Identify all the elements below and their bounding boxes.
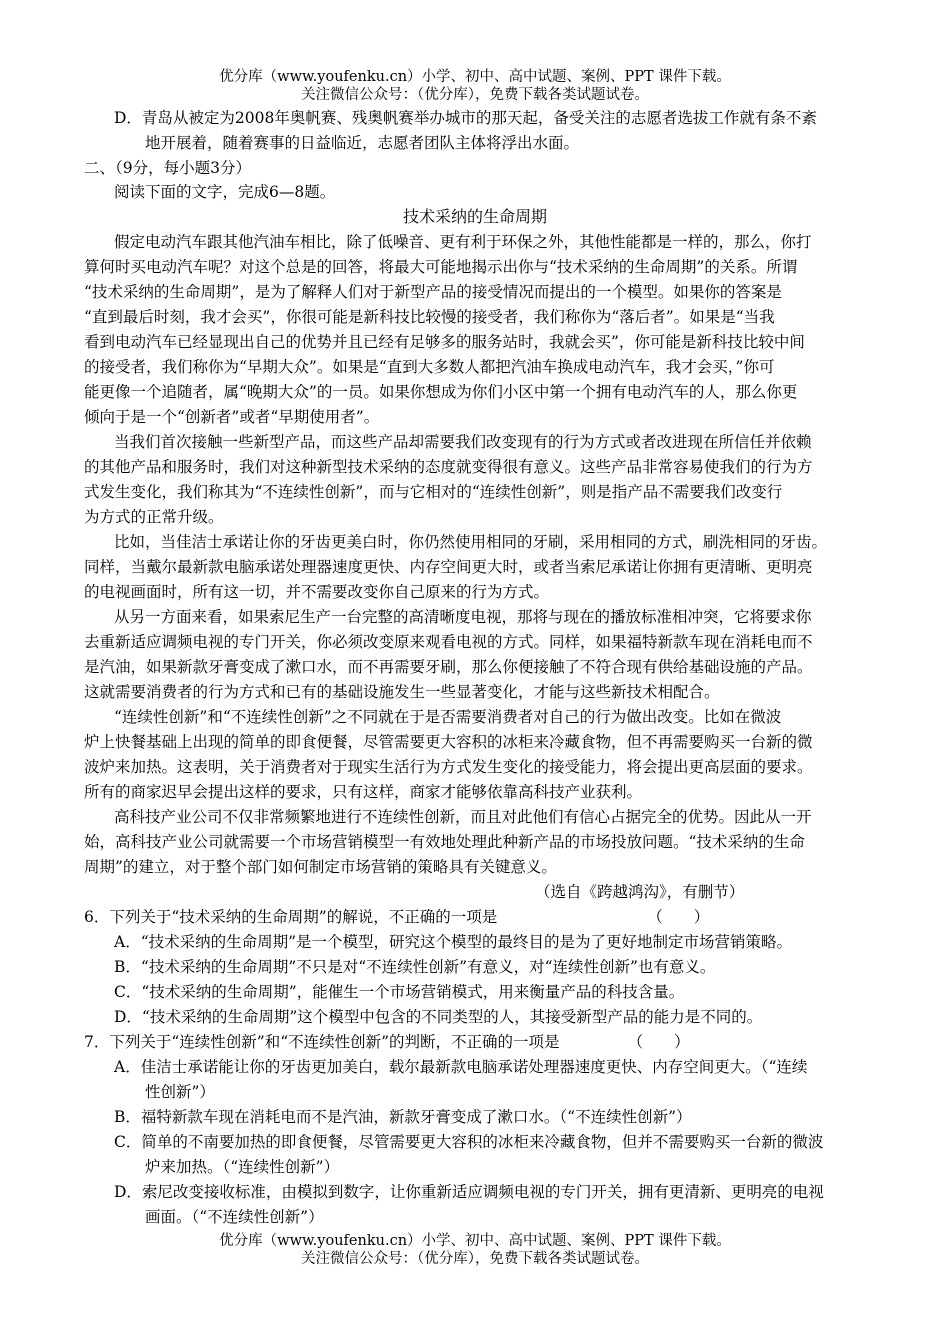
section-heading: 二、（9分，每小题3分） xyxy=(84,159,251,177)
question-7-text: 7．下列关于“连续性创新”和“不连续性创新”的判断，不正确的一项是 xyxy=(84,1033,560,1051)
paragraph-3-line: 同样，当戴尔最新款电脑承诺处理器速度更快、内存空间更大时，或者当索尼承诺让你拥有更清晰、更明亮 xyxy=(84,558,813,576)
question-6-option-d: D．“技术采纳的生命周期”这个模型中包含的不同类型的人，其接受新型产品的能力是不同的。 xyxy=(114,1008,763,1026)
prev-option-d-line-2: 地开展着，随着赛事的日益临近，志愿者团队主体将浮出水面。 xyxy=(145,134,580,152)
paragraph-6-line: 始，高科技产业公司就需要一个市场营销模型一有效地处理此种新产品的市场投放问题。“技术采纳的生命 xyxy=(84,833,805,851)
paragraph-5-line: 波炉来加热。这表明，关于消费者对于现实生活行为方式发生变化的接受能力，将会提出更高层面的要求。 xyxy=(84,758,813,776)
article-title: 技术采纳的生命周期 xyxy=(402,207,547,226)
paragraph-1-line: “直到最后时刻，我才会买”，你很可能是新科技比较慢的接受者，我们称你为“落后者”。如果是“当我 xyxy=(84,308,775,326)
paragraph-1-line: 能更像一个追随者，属“晚期大众”的一员。如果你想成为你们小区中第一个拥有电动汽车的人，那么你更 xyxy=(84,383,798,401)
paragraph-5-line: 炉上快餐基础上出现的简单的即食便餐，尽管需要更大容积的冰柜来冷藏食物，但不再需要购买一台新的微 xyxy=(84,733,813,751)
question-6-text: 6．下列关于“技术采纳的生命周期”的解说，不正确的一项是 xyxy=(84,908,498,926)
question-7-option-d-cont: 画面。（“不连续性创新”） xyxy=(145,1208,324,1226)
paragraph-4-line: 去重新适应调频电视的专门开关，你必须改变原来观看电视的方式。同样，如果福特新款车现在消耗电而不 xyxy=(84,633,813,651)
paragraph-1-line: 看到电动汽车已经显现出自己的优势并且已经有足够多的服务站时，我就会买”，你可能是新科技比较中间 xyxy=(84,333,805,351)
paragraph-4-line: 是汽油，如果新款牙膏变成了漱口水，而不再需要牙刷，那么你便接触了不符合现有供给基础设施的产品。 xyxy=(84,658,813,676)
paragraph-6-line: 周期”的建立，对于整个部门如何制定市场营销的策略具有关键意义。 xyxy=(84,858,557,876)
paragraph-5-line: “连续性创新”和“不连续性创新”之不同就在于是否需要消费者对自己的行为做出改变。比如在微波 xyxy=(114,708,782,726)
prev-option-d-line-1: D．青岛从被定为2008年奥帆赛、残奥帆赛举办城市的那天起，备受关注的志愿者选拔工作就有条不紊 xyxy=(114,109,817,127)
header-line-1: 优分库（www.youfenku.cn）小学、初中、高中试题、案例、PPT 课件下载。 xyxy=(219,69,731,85)
paragraph-1-line: 倾向于是一个“创新者”或者“早期使用者”。 xyxy=(84,408,380,426)
question-7-option-a-cont: 性创新”） xyxy=(145,1083,215,1101)
section-instruction: 阅读下面的文字，完成6—8题。 xyxy=(114,183,336,201)
paragraph-4-line: 从另一方面来看，如果索尼生产一台完整的高清晰度电视，那将与现在的播放标准相冲突，它将要求你 xyxy=(114,608,812,626)
question-6-option-b: B．“技术采纳的生命周期”不只是对“不连续性创新”有意义，对“连续性创新”也有意义。 xyxy=(114,958,716,976)
question-6-stem xyxy=(84,906,709,928)
paragraph-1-line: 的接受者，我们称你为“早期大众”。如果是“直到大多数人都把汽油车换成电动汽车，我才会买，”你可 xyxy=(84,358,775,376)
source-citation: （选自《跨越鸿沟》，有删节） xyxy=(535,883,745,901)
paragraph-1-line: 假定电动汽车跟其他汽油车相比，除了低噪音、更有利于环保之外，其他性能都是一样的，那么，你打 xyxy=(114,233,812,251)
paragraph-2-line: 为方式的正常升级。 xyxy=(84,508,224,526)
paragraph-1-line: 算何时买电动汽车呢？对这个总是的回答，将最大可能地揭示出你与“技术采纳的生命周期”的关系。所谓 xyxy=(84,258,798,276)
paragraph-3-line: 的电视画面时，所有这一切，并不需要改变你自己原来的行为方式。 xyxy=(84,583,550,601)
header-line-2: 关注微信公众号：（优分库），免费下载各类试题试卷。 xyxy=(301,87,649,103)
paragraph-4-line: 这就需要消费者的行为方式和已有的基础设施发生一些显著变化，才能与这些新技术相配合。 xyxy=(84,683,720,701)
question-6-option-c: C．“技术采纳的生命周期”，能催生一个市场营销模式，用来衡量产品的科技含量。 xyxy=(114,983,685,1001)
question-7-stem xyxy=(84,1031,690,1053)
question-7-option-b: B．福特新款车现在消耗电而不是汽油，新款牙膏变成了漱口水。（“不连续性创新”） xyxy=(114,1108,692,1126)
question-7-option-c: C．简单的不南要加热的即食便餐，尽管需要更大容积的冰柜来冷藏食物，但并不需要购买一台新的微波 xyxy=(114,1133,824,1151)
paragraph-2-line: 当我们首次接触一些新型产品，而这些产品却需要我们改变现有的行为方式或者改进现在所信任并依赖 xyxy=(114,433,812,451)
paragraph-2-line: 式发生变化，我们称其为“不连续性创新”，而与它相对的“连续性创新”，则是指产品不需要我们改变行 xyxy=(84,483,783,501)
paragraph-5-line: 所有的商家迟早会提出这样的要求，只有这样，商家才能够依靠高科技产业获利。 xyxy=(84,783,643,801)
paragraph-3-line: 比如，当佳洁士承诺让你的牙齿更美白时，你仍然使用相同的牙刷，采用相同的方式，刷洗相同的牙齿。 xyxy=(114,533,828,551)
question-6-option-a: A．“技术采纳的生命周期”是一个模型，研究这个模型的最终目的是为了更好地制定市场营销策略。 xyxy=(114,933,793,951)
question-7-option-c-cont: 炉来加热。（“连续性创新”） xyxy=(145,1158,340,1176)
question-6-answer-blank: （ ） xyxy=(647,908,710,926)
question-7-answer-blank: （ ） xyxy=(627,1033,690,1051)
paragraph-1-line: “技术采纳的生命周期”，是为了解释人们对于新型产品的接受情况而提出的一个模型。如果你的答案是 xyxy=(84,283,782,301)
paragraph-6-line: 高科技产业公司不仅非常频繁地进行不连续性创新，而且对此他们有信心占据完全的优势。因此从一开 xyxy=(114,808,812,826)
paragraph-2-line: 的其他产品和服务时，我们对这种新型技术采纳的态度就变得很有意义。这些产品非常容易使我们的行为方 xyxy=(84,458,813,476)
question-7-option-d: D．索尼改变接收标准，由模拟到数字，让你重新适应调频电视的专门开关，拥有更清新、更明亮的电视 xyxy=(114,1183,824,1201)
footer-line-2: 关注微信公众号：（优分库），免费下载各类试题试卷。 xyxy=(301,1251,649,1267)
footer-line-1: 优分库（www.youfenku.cn）小学、初中、高中试题、案例、PPT 课件下载。 xyxy=(219,1233,731,1249)
question-7-option-a: A．佳洁士承诺能让你的牙齿更加美白，载尔最新款电脑承诺处理器速度更快、内存空间更大。（“连续 xyxy=(114,1058,808,1076)
